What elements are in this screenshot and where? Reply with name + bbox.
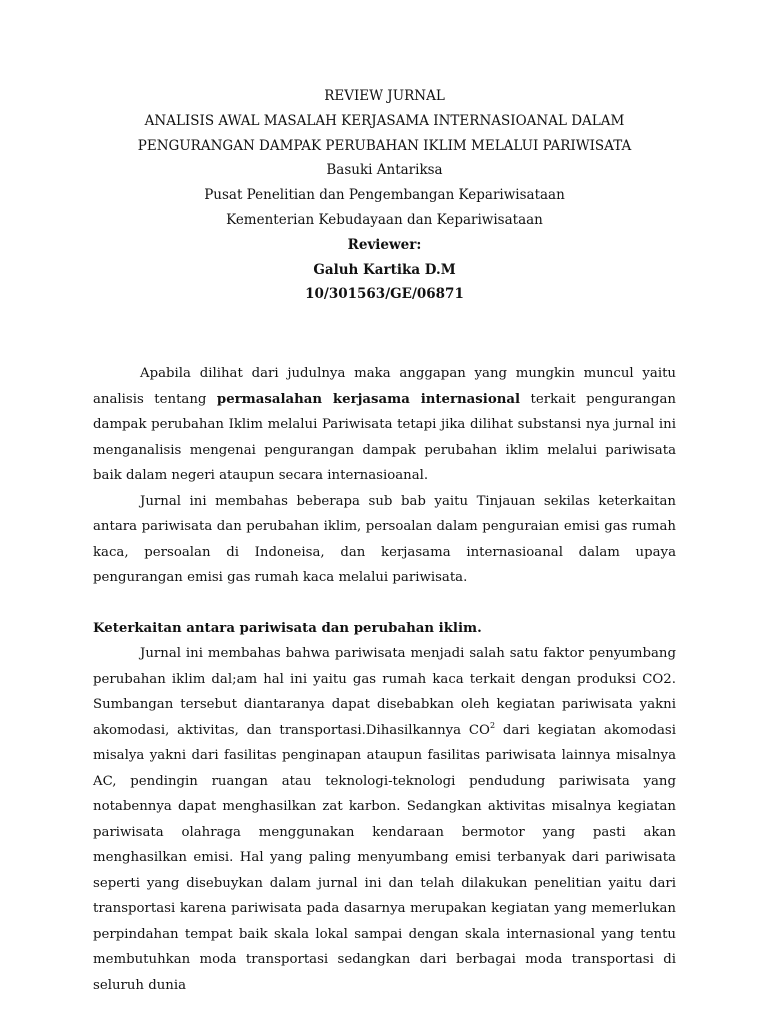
document-body — [93, 361, 676, 998]
journal-author: Basuki Antariksa — [326, 162, 443, 179]
author-institution: Pusat Penelitian dan Pengembangan Kepariwisataan — [204, 187, 565, 204]
paragraph-intro-text-1: Apabila dilihat dari judulnya maka anggapan yang mungkin muncul yaitu analisis tentang — [93, 366, 676, 407]
author-ministry: Kementerian Kebudayaan dan Kepariwisataan — [226, 211, 543, 228]
journal-title-line-2: PENGURANGAN DAMPAK PERUBAHAN IKLIM MELALUI PARIWISATA — [137, 137, 632, 154]
document-header — [93, 84, 676, 307]
reviewer-id: 10/301563/GE/06871 — [305, 286, 464, 303]
paragraph-intro-bold: permasalahan kerjasama internasional — [216, 391, 521, 407]
section-text-1: Jurnal ini membahas bahwa pariwisata menjadi salah satu faktor penyumbang perubahan iklim dal;am hal ini yaitu gas rumah kaca terkait dengan produksi CO2. Sumbangan tersebut diantaranya dapat disebabkan oleh kegiatan pariwisata yakni akomodasi, aktivitas, dan transportasi.Dihasilkannya CO — [93, 646, 676, 738]
section-text-2: dari kegiatan akomodasi misalya yakni dari fasilitas penginapan ataupun fasilitas pariwisata lainnya misalnya AC, pendingin ruangan atau teknologi-teknologi pendudung pariwisata yang notabennya dapat menghasilkan zat karbon. Sedangkan aktivitas misalnya kegiatan pariwisata olahraga menggunakan kendaraan bermotor yang pasti akan menghasilkan emisi. Hal yang paling menyumbang emisi terbanyak dari pariwisata seperti yang disebuykan dalam jurnal ini dan telah dilakukan penelitian yaitu dari transportasi karena pariwisata pada dasarnya merupakan kegiatan yang memerlukan perpindahan tempat baik skala lokal sampai dengan skala internasional yang tentu membutuhkan moda transportasi sedangkan dari berbagai moda transportasi di seluruh dunia — [93, 722, 676, 993]
reviewer-label: Reviewer: — [347, 236, 422, 253]
paragraph-section-1 — [93, 641, 676, 998]
journal-title-line-1: ANALISIS AWAL MASALAH KERJASAMA INTERNASIOANAL DALAM — [144, 112, 625, 129]
paragraph-subsections: Jurnal ini membahas beberapa sub bab yaitu Tinjauan sekilas keterkaitan antara pariwisata dan perubahan iklim, persoalan dalam penguraian emisi gas rumah kaca, persoalan di Indoneisa, dan kerjasama internasioanal dalam upaya pengurangan emisi gas rumah kaca melalui pariwisata. — [93, 493, 676, 585]
section-heading: Keterkaitan antara pariwisata dan perubahan iklim. — [93, 620, 482, 636]
paragraph-intro — [93, 361, 676, 489]
co2-subscript: 2 — [489, 720, 496, 730]
document-title: REVIEW JURNAL — [324, 88, 445, 104]
paragraph-gap — [93, 591, 676, 616]
reviewer-name: Galuh Kartika D.M — [313, 261, 456, 278]
paragraph-intro-text-2: terkait pengurangan dampak perubahan Iklim melalui Pariwisata tetapi jika dilihat substansi nya jurnal ini menganalisis mengenai pengurangan dampak perubahan iklim melalui pariwisata baik dalam negeri ataupun secara internasioanal. — [93, 391, 676, 483]
